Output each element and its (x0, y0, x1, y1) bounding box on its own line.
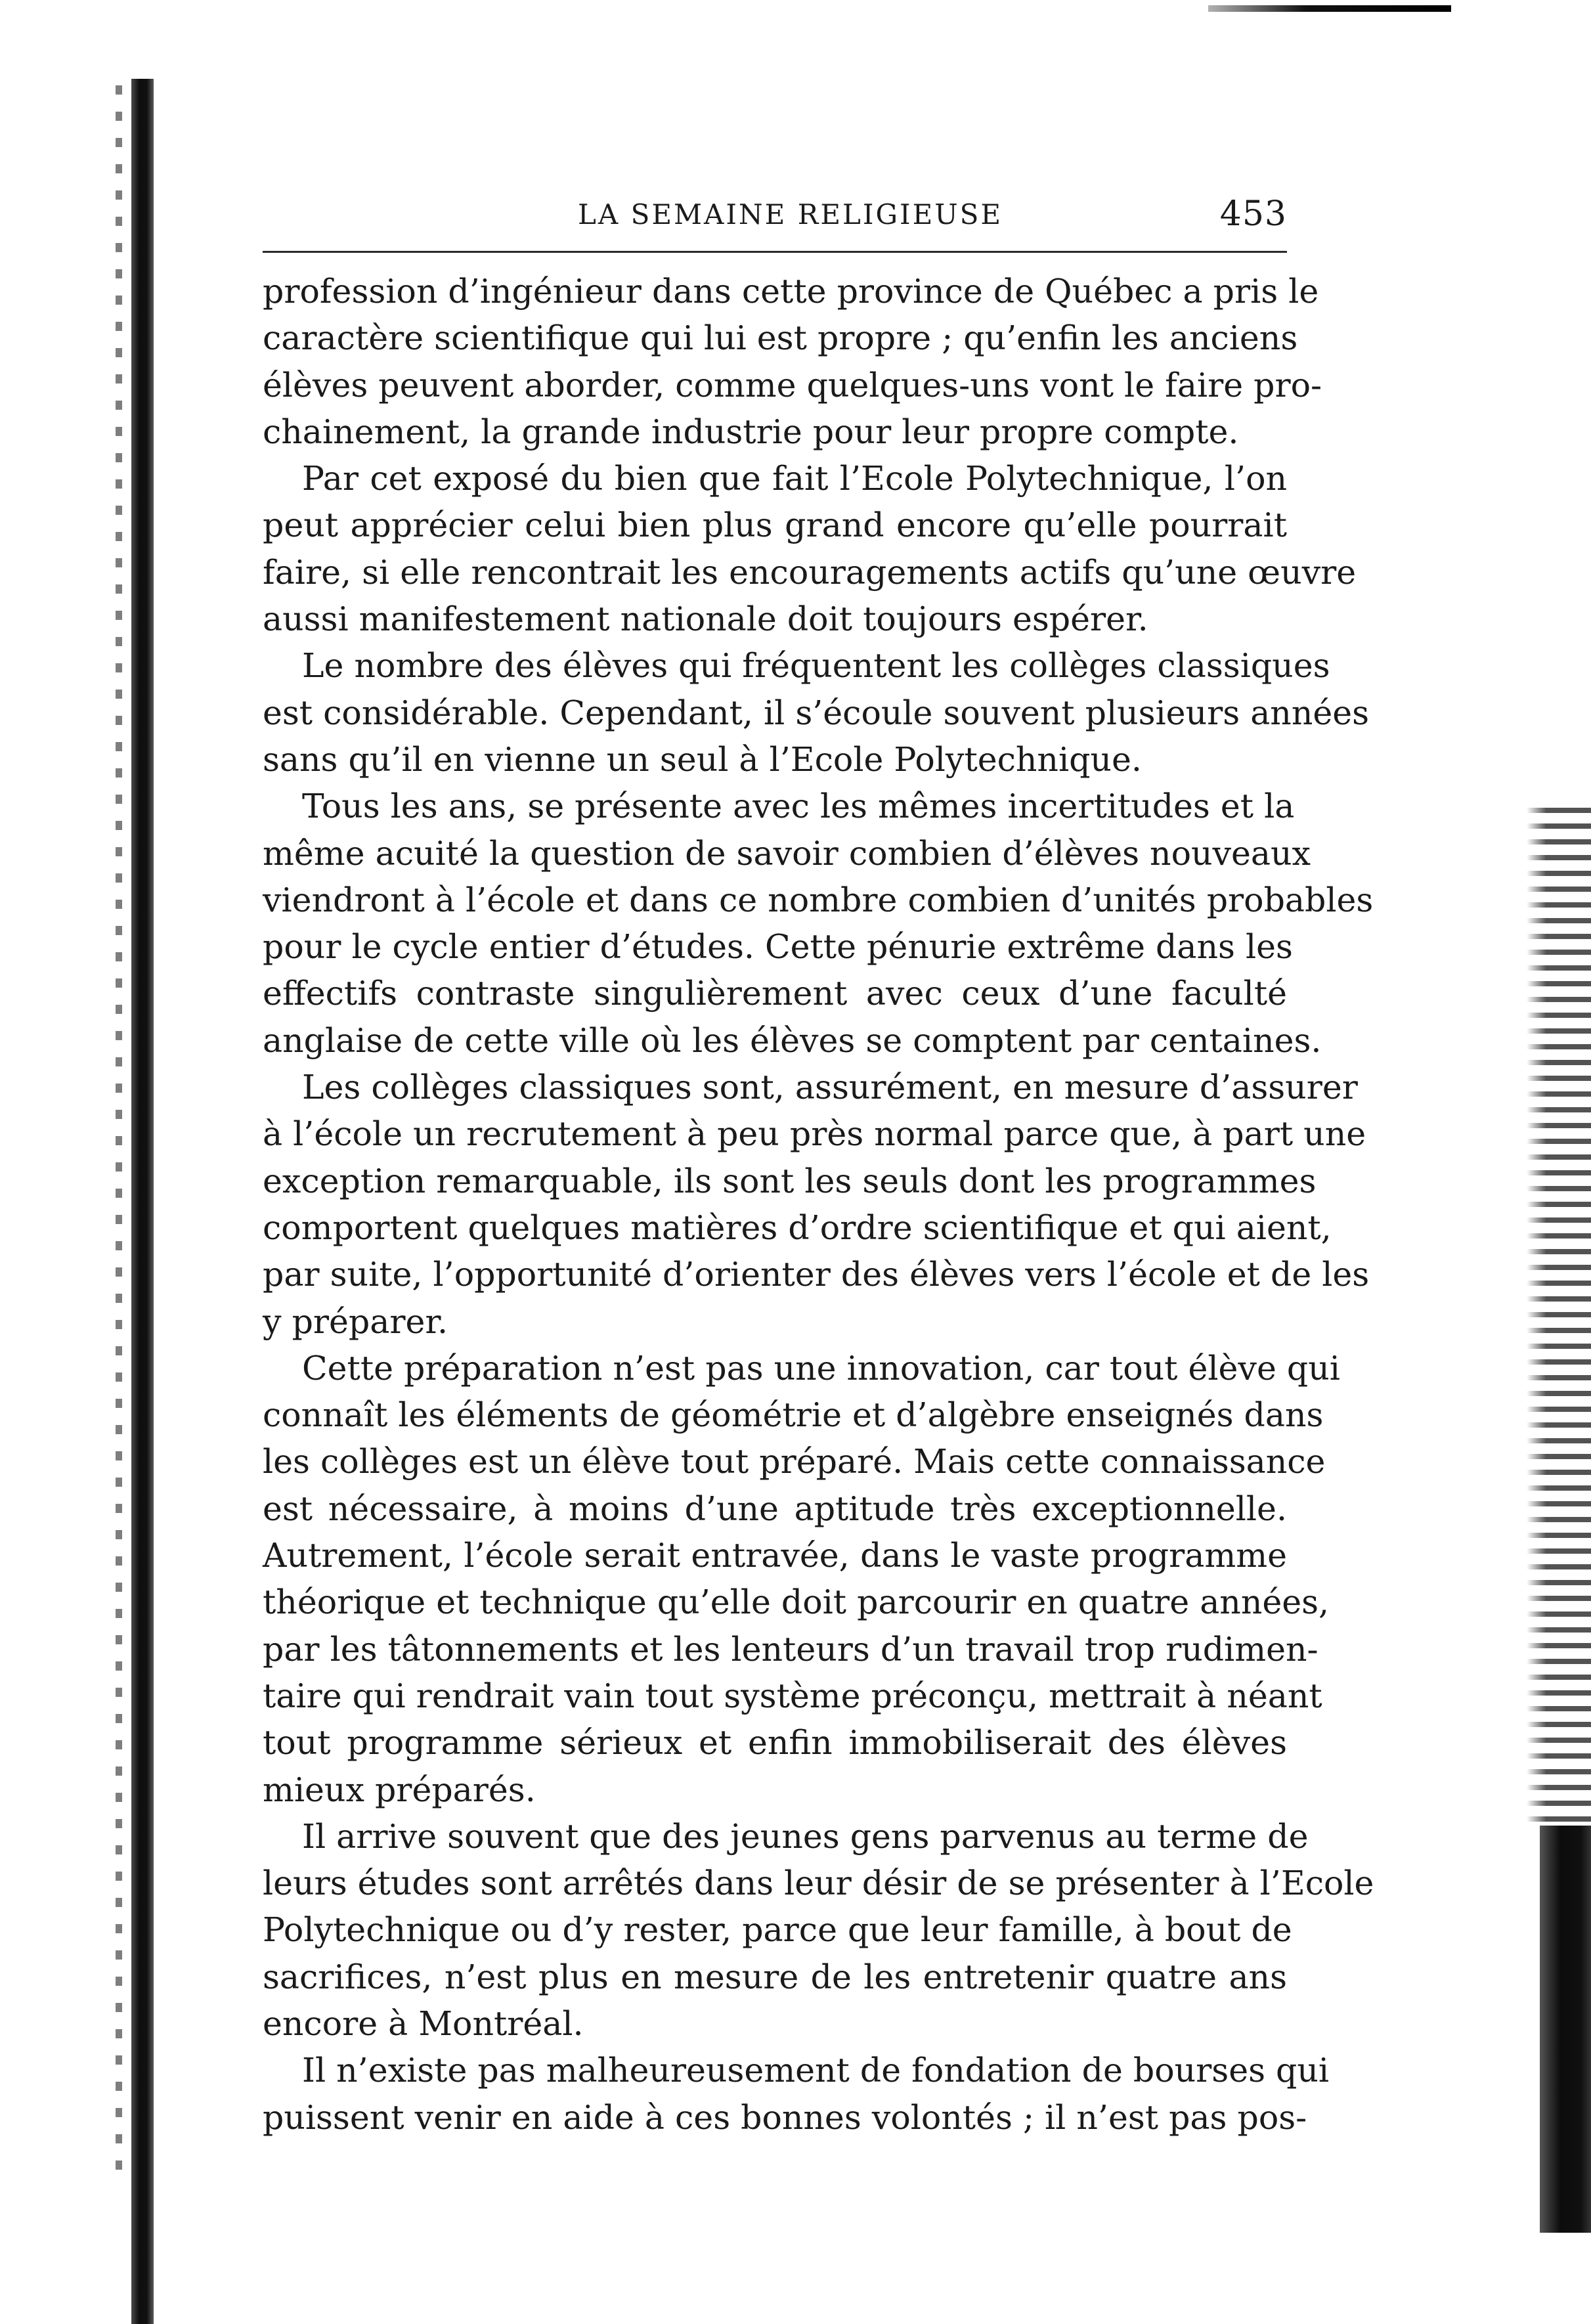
text-line: sacrifices, n’est plus en mesure de les entretenir quatre ans (263, 1957, 1287, 1996)
scan-edge-right-dashes (1527, 808, 1591, 1826)
text-line: les collèges est un élève tout préparé. Mais cette connaissance (263, 1442, 1326, 1481)
text-line: faire, si elle rencontrait les encouragements actifs qu’une œuvre (263, 552, 1357, 592)
text-line: Autrement, l’école serait entravée, dans le vaste programme (263, 1536, 1287, 1575)
text-line: effectifs contraste singulièrement avec ceux d’une faculté (263, 974, 1287, 1013)
text-line: pour le cycle entier d’études. Cette pénurie extrême dans les (263, 927, 1293, 967)
text-line: leurs études sont arrêtés dans leur désir de se présenter à l’Ecole (263, 1864, 1374, 1903)
text-line: taire qui rendrait vain tout système préconçu, mettrait à néant (263, 1676, 1322, 1715)
text-line: viendront à l’école et dans ce nombre combien d’unités probables (263, 880, 1374, 919)
running-head (263, 190, 1313, 236)
text-line: comportent quelques matières d’ordre scientifique et qui aient, (263, 1208, 1332, 1247)
paragraph (263, 783, 1374, 1064)
text-line: est considérable. Cependant, il s’écoule souvent plusieurs années (263, 693, 1370, 732)
running-title: LA SEMAINE RELIGIEUSE (578, 198, 1003, 230)
scan-edge-right (1540, 1826, 1591, 2233)
text-line: chainement, la grande industrie pour leur propre compte. (263, 412, 1239, 451)
paragraph (263, 1813, 1374, 2047)
scan-edge-left (131, 79, 154, 2324)
paragraph (263, 268, 1322, 455)
paragraph (263, 1345, 1340, 1813)
text-line: Il arrive souvent que des jeunes gens parvenus au terme de (302, 1816, 1309, 1856)
text-line: exception remarquable, ils sont les seuls dont les programmes (263, 1161, 1317, 1200)
text-line: théorique et technique qu’elle doit parcourir en quatre années, (263, 1583, 1330, 1622)
text-line: mieux préparés. (263, 1770, 536, 1809)
text-line: aussi manifestement nationale doit toujours espérer. (263, 600, 1148, 639)
scan-edge-top (1208, 5, 1451, 12)
text-line: élèves peuvent aborder, comme quelques-uns vont le faire pro- (263, 365, 1322, 405)
text-line: puissent venir en aide à ces bonnes volontés ; il n’est pas pos- (263, 2097, 1307, 2137)
text-line: peut apprécier celui bien plus grand encore qu’elle pourrait (263, 506, 1287, 545)
paragraph (263, 455, 1357, 642)
text-line: par suite, l’opportunité d’orienter des élèves vers l’école et de les (263, 1255, 1370, 1294)
text-line: Le nombre des élèves qui fréquentent les collèges classiques (302, 646, 1330, 686)
body-text (263, 268, 1374, 2141)
text-line: sans qu’il en vienne un seul à l’Ecole Polytechnique. (263, 739, 1142, 779)
page-number: 453 (1219, 194, 1287, 234)
text-line: connaît les éléments de géométrie et d’algèbre enseignés dans (263, 1395, 1324, 1435)
text-line: Les collèges classiques sont, assurément, en mesure d’assurer (302, 1068, 1358, 1107)
text-line: anglaise de cette ville où les élèves se comptent par centaines. (263, 1020, 1322, 1060)
text-line: par les tâtonnements et les lenteurs d’un travail trop rudimen- (263, 1629, 1319, 1669)
text-line: y préparer. (263, 1302, 448, 1341)
text-line: même acuité la question de savoir combien d’élèves nouveaux (263, 833, 1311, 873)
header-rule (263, 251, 1287, 253)
text-line: encore à Montréal. (263, 2004, 584, 2043)
paragraph (263, 642, 1370, 783)
text-line: profession d’ingénieur dans cette province de Québec a pris le (263, 272, 1319, 311)
text-line: tout programme sérieux et enfin immobiliserait des élèves (263, 1723, 1287, 1763)
text-line: Polytechnique ou d’y rester, parce que leur famille, à bout de (263, 1910, 1292, 1950)
text-line: Par cet exposé du bien que fait l’Ecole Polytechnique, l’on (302, 459, 1287, 498)
scan-edge-left-dashes (116, 85, 122, 2187)
text-line: à l’école un recrutement à peu près normal parce que, à part une (263, 1114, 1366, 1154)
text-line: Cette préparation n’est pas une innovation, car tout élève qui (302, 1348, 1340, 1388)
paragraph (263, 2047, 1330, 2141)
text-line: caractère scientifique qui lui est propre ; qu’enfin les anciens (263, 318, 1298, 358)
text-line: Tous les ans, se présente avec les mêmes incertitudes et la (302, 787, 1295, 826)
text-line: est nécessaire, à moins d’une aptitude très exceptionnelle. (263, 1489, 1287, 1528)
paragraph (263, 1064, 1370, 1345)
book-page (263, 190, 1374, 2137)
text-line: Il n’existe pas malheureusement de fondation de bourses qui (302, 2051, 1330, 2090)
